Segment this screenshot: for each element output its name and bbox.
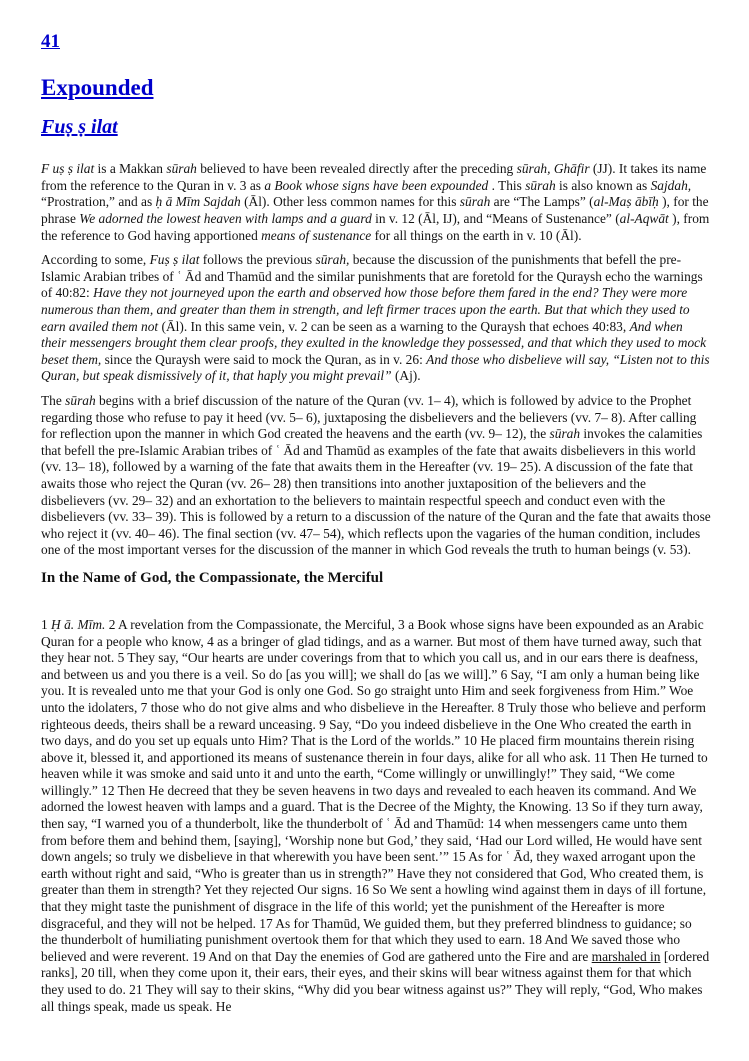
text-run: (Āl). Other less common names for this xyxy=(240,194,460,210)
text-run: According to some, xyxy=(41,252,150,268)
text-run: invokes the calamities that befell the pre-Islamic Arabian tribes of ʿ Ād and Thamūd as examples of the fate that awaits disbelievers in this world (vv. 13– 18), followed by a warning of the fate that awaits them in the Hereafter (vv. 19– 25). A discussion of the fate that awaits those who reject the Quran (vv. 26– 28) then transitions into another juxtaposition of the believers and the disbelievers (vv. 29– 32) and an exhortation to the believers to maintain respectful speech and conduct even with the disbelievers (vv. 33– 39). This is followed by a return to a discussion of the nature of the Quran and the fate that awaits those who reject it (vv. 40– 46). The final section (vv. 47– 54), which reflects upon the vagaries of the human condition, includes one of the most important verses for the discussion of the manner in which God reveals the truth to human beings (v. 53). xyxy=(41,426,711,558)
commentary-link[interactable]: marshaled in xyxy=(591,948,661,964)
italic-text-run: Sajdah, xyxy=(650,177,692,193)
italic-text-run: sūrah, Ghāfir xyxy=(516,161,590,177)
text-run: . This xyxy=(488,177,526,193)
text-run: for all things on the earth in v. 10 (Āl). xyxy=(371,227,582,243)
text-run: because the discussion of the punishments that befell the pre-Islamic Arabian tribes of ʿ Ād and Thamūd and the similar punishments that are foretold for the Quraysh echo the warnings of 40:82: xyxy=(41,252,703,301)
italic-text-run: And those who disbelieve will say, “Listen not to this Quran, but speak dismissively of it, that haply you might prevail” xyxy=(41,351,710,384)
text-run: [ordered ranks], 20 till, when they come upon it, their ears, their eyes, and their skins will bear witness against them for that which they used to do. 21 They will say to their skins, “Why did you bear witness against us?” They will reply, “God, Who makes all things speak, made us speak. He xyxy=(41,948,710,1014)
verse-text-paragraph xyxy=(41,617,711,1015)
italic-text-run: sūrah, xyxy=(315,252,350,268)
text-run: is a Makkan xyxy=(94,161,167,177)
text-run: since the Quraysh were said to mock the Quran, as in v. 26: xyxy=(101,351,427,367)
text-run: follows the previous xyxy=(199,252,316,268)
italic-text-run: al-Aqwāt xyxy=(619,211,669,227)
italic-text-run: Ḥ ā. Mīm. xyxy=(51,616,106,632)
italic-text-run: F uṣ ṣ ilat xyxy=(41,161,95,177)
italic-text-run: sūrah xyxy=(525,177,556,193)
bismillah-heading: In the Name of God, the Compassionate, the Merciful xyxy=(41,569,384,586)
text-run: believed to have been revealed directly after the preceding xyxy=(196,161,517,177)
italic-text-run: al-Maṣ ābīḥ xyxy=(593,194,659,210)
text-run: is also known as xyxy=(555,177,651,193)
italic-text-run: And when their messengers brought them clear proofs, they exulted in the knowledge they possessed, and that which they used to mock beset them, xyxy=(41,318,707,367)
italic-text-run: sūrah xyxy=(65,393,96,408)
chapter-number-heading[interactable]: 41 xyxy=(41,31,60,52)
text-run: ), from the reference to God having apportioned xyxy=(41,211,710,243)
intro-paragraph-3 xyxy=(41,393,711,559)
text-run: The xyxy=(41,393,66,408)
italic-text-run: a Book whose signs have been expounded xyxy=(264,177,489,193)
italic-text-run: Have they not journeyed upon the earth and observed how those before them fared in the end? They were more numerous than them, and greater than them in strength, and left firmer traces upon the earth. But that which they used to earn availed them not xyxy=(41,285,690,334)
text-run: 2 A revelation from the Compassionate, the Merciful, 3 a Book whose signs have been expounded as an Arabic Quran for a people who know, 4 as a bringer of glad tidings, and as a warner. But most of them have turned away, such that they hear not. 5 They say, “Our hearts are under coverings from that to which you call us, and in our ears there is deafness, and between us and you there is a veil. So do [as you will]; we shall do [as we will].” 6 Say, “I am only a human being like you. It is revealed unto me that your God is only one God. So go straight unto Him and seek forgiveness from Him.” Woe unto the idolaters, 7 those who do not give alms and who disbelieve in the Hereafter. 8 Truly those who believe and perform righteous deeds, theirs shall be a reward unceasing. 9 Say, “Do you indeed disbelieve in the One Who created the earth in two days, and do you set up equals unto Him? That is the Lord of the worlds.” 10 He placed firm mountains therein rising above it, blessed it, and apportioned its means of sustenance therein in four days, alike for all who ask. 11 Then He turned to heaven while it was smoke and said unto it and unto the earth, “Come willingly or unwillingly!” They said, “We come willingly.” 12 Then He decreed that they be seven heavens in two days and revealed to each heaven its command. And We adorned the lowest heaven with lamps and a guard. That is the Decree of the Mighty, the Knowing. 13 So if they turn away, then say, “I warned you of a thunderbolt, like the thunderbolt of ʿ Ād and Thamūd: 14 when messengers came unto them from before them and behind them, [saying], ‘Worship none but God,’ they said, ‘Had our Lord willed, He would have sent down angels; so truly we disbelieve in that wherewith you have been sent.’” 15 As for ʿ Ād, they waxed arrogant upon the earth without right and said, “Who is greater than us in strength?” Have they not considered that God, Who created them, is greater than them in strength? Yet they rejected Our signs. 16 So We sent a howling wind against them in days of ill fortune, that they might taste the punishment of disgrace in the life of this world; yet the punishment of the Hereafter is more disgraceful, and they will not be helped. 17 As for Thamūd, We guided them, but they preferred blindness to guidance; so the thunderbolt of humiliating punishment overtook them for that which they used to earn. 18 And We saved those who believed and were reverent. 19 And on that Day the enemies of God are gathered unto the Fire and are xyxy=(41,616,708,964)
italic-text-run: ḥ ā Mīm Sajdah xyxy=(155,194,241,210)
text-run: “Prostration,” and as xyxy=(41,194,156,210)
italic-text-run: Fuṣ ṣ ilat xyxy=(149,252,200,268)
italic-text-run: means of sustenance xyxy=(261,227,372,243)
chapter-title-heading[interactable]: Expounded xyxy=(41,74,154,100)
intro-paragraph-1 xyxy=(41,161,711,244)
text-run: 1 xyxy=(41,616,52,632)
text-run: (Aj). xyxy=(391,368,421,384)
text-run: in v. 12 (Āl, IJ), and “Means of Sustenance” ( xyxy=(371,211,620,227)
text-run: begins with a brief discussion of the nature of the Quran (vv. 1– 4), which is followed by advice to the Prophet regarding those who refuse to pay it heed (vv. 5– 6), juxtaposing the disbelievers and the believers (vv. 7– 8). After calling for reflection upon the manner in which God created the heavens and the earth (vv. 9– 12), the xyxy=(41,393,697,442)
text-run: (Āl). In this same vein, v. 2 can be seen as a warning to the Quraysh that echoes 40:83, xyxy=(158,318,630,334)
italic-text-run: sūrah xyxy=(459,194,491,210)
chapter-transliteration-heading[interactable]: Fuṣ ṣ ilat xyxy=(41,116,118,139)
text-run: (JJ). It takes its name from the reference to the Quran in v. 3 as xyxy=(41,161,707,193)
text-run: ), for the phrase xyxy=(41,194,709,227)
italic-text-run: We adorned the lowest heaven with lamps and a guard xyxy=(79,211,372,227)
italic-text-run: sūrah xyxy=(549,426,581,442)
intro-paragraph-2 xyxy=(41,252,711,385)
text-run: are “The Lamps” ( xyxy=(490,194,594,210)
italic-text-run: sūrah xyxy=(166,161,197,177)
